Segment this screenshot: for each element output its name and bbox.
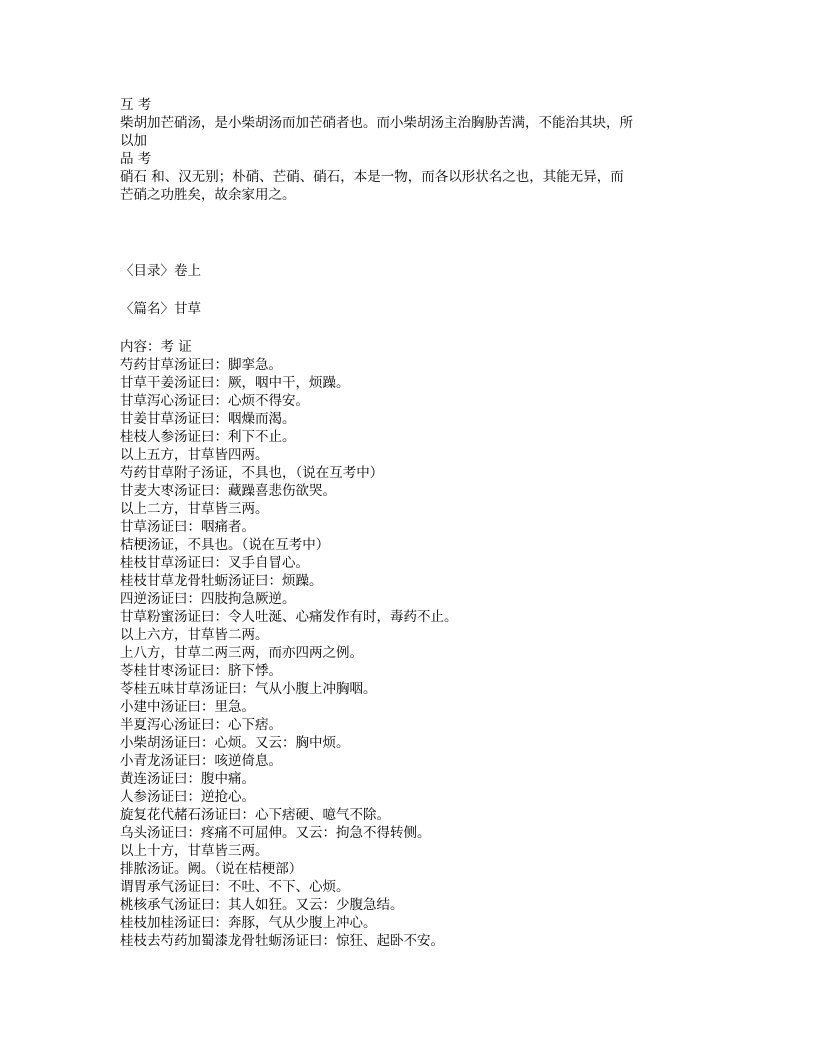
heading-quality-examination: 品 考 xyxy=(120,151,152,167)
entry-line: 旋复花代赭石汤证曰：心下痞硬、噫气不除。 xyxy=(120,807,390,823)
entry-line: 桂枝甘草龙骨牡蛎汤证曰：烦躁。 xyxy=(120,573,323,589)
catalog-heading: 〈目录〉卷上 xyxy=(120,263,201,279)
entry-line: 排脓汤证。阙。（说在桔梗部） xyxy=(120,861,303,877)
paragraph-line: 芒硝之功胜矣，故余家用之。 xyxy=(120,187,296,203)
entry-line: 乌头汤证曰：疼痛不可屈伸。又云：拘急不得转侧。 xyxy=(120,825,431,841)
entry-line: 桂枝加桂汤证曰：奔豚，气从少腹上冲心。 xyxy=(120,915,377,931)
entry-line: 甘草泻心汤证曰：心烦不得安。 xyxy=(120,393,309,409)
entry-line: 以上五方，甘草皆四两。 xyxy=(120,447,269,463)
heading-mutual-examination: 互 考 xyxy=(120,97,152,113)
entry-line: 芍药甘草附子汤证，不具也，（说在互考中） xyxy=(120,465,384,481)
chapter-heading: 〈篇名〉甘草 xyxy=(120,301,201,317)
entry-line: 桂枝人参汤证曰：利下不止。 xyxy=(120,429,296,445)
entry-line: 苓桂甘枣汤证曰：脐下悸。 xyxy=(120,663,282,679)
entry-list xyxy=(120,356,680,950)
entry-line: 甘麦大枣汤证曰：藏躁喜悲伤欲哭。 xyxy=(120,483,336,499)
entry-line: 以上十方，甘草皆三两。 xyxy=(120,843,269,859)
document-page xyxy=(120,96,680,950)
entry-line: 四逆汤证曰：四肢拘急厥逆。 xyxy=(120,591,296,607)
paragraph-line: 硝石 和、汉无别；朴硝、芒硝、硝石，本是一物，而各以形状名之也，其能无异，而 xyxy=(120,169,624,185)
entry-line: 以上六方，甘草皆二两。 xyxy=(120,627,269,643)
entry-line: 甘草干姜汤证曰：厥，咽中干，烦躁。 xyxy=(120,375,350,391)
entry-line: 苓桂五味甘草汤证曰：气从小腹上冲胸咽。 xyxy=(120,681,377,697)
entry-line: 以上二方，甘草皆三两。 xyxy=(120,501,269,517)
paragraph-line: 以加 xyxy=(120,133,147,149)
content-label: 内容：考 证 xyxy=(120,339,192,355)
entry-line: 桔梗汤证，不具也。（说在互考中） xyxy=(120,537,330,553)
entry-line: 桂枝甘草汤证曰：叉手自冒心。 xyxy=(120,555,309,571)
entry-line: 甘草汤证曰：咽痛者。 xyxy=(120,519,255,535)
entry-line: 黄连汤证曰：腹中痛。 xyxy=(120,771,255,787)
entry-line: 半夏泻心汤证曰：心下痞。 xyxy=(120,717,282,733)
paragraph-line: 柴胡加芒硝汤，是小柴胡汤而加芒硝者也。而小柴胡汤主治胸胁苦满，不能治其块，所 xyxy=(120,115,633,131)
entry-line: 甘姜甘草汤证曰：咽燥而渴。 xyxy=(120,411,296,427)
top-section xyxy=(120,96,680,204)
entry-line: 人参汤证曰：逆抢心。 xyxy=(120,789,255,805)
entry-line: 芍药甘草汤证曰：脚挛急。 xyxy=(120,357,282,373)
entry-line: 桂枝去芍药加蜀漆龙骨牡蛎汤证曰：惊狂、起卧不安。 xyxy=(120,933,444,949)
entry-line: 桃核承气汤证曰：其人如狂。又云：少腹急结。 xyxy=(120,897,404,913)
entry-line: 谓胃承气汤证曰：不吐、不下、心烦。 xyxy=(120,879,350,895)
entry-line: 小青龙汤证曰：咳逆倚息。 xyxy=(120,753,282,769)
entry-line: 小建中汤证曰：里急。 xyxy=(120,699,255,715)
entry-line: 小柴胡汤证曰：心烦。又云：胸中烦。 xyxy=(120,735,350,751)
entry-line: 甘草粉蜜汤证曰：令人吐涎、心痛发作有时，毒药不止。 xyxy=(120,609,458,625)
entry-line: 上八方，甘草二两三两，而亦四两之例。 xyxy=(120,645,363,661)
